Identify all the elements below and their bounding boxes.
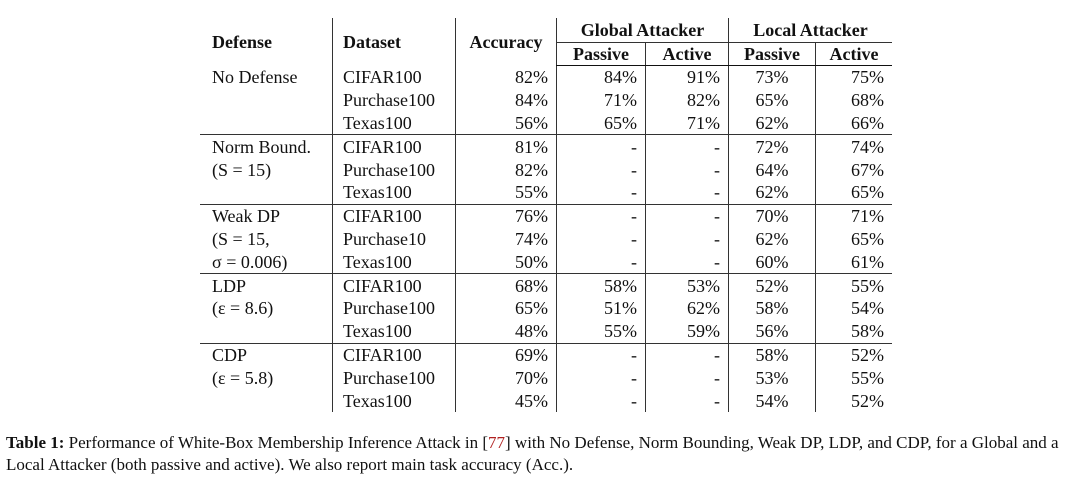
global-active-cell: 59%: [646, 320, 729, 343]
table-row: [200, 112, 892, 135]
global-passive-cell: -: [557, 204, 646, 227]
dataset-cell: Texas100: [333, 112, 456, 135]
accuracy-cell: 70%: [456, 366, 557, 389]
table-row: [200, 228, 892, 251]
local-passive-cell: 65%: [729, 89, 816, 112]
local-passive-cell: 70%: [729, 204, 816, 227]
dataset-cell: CIFAR100: [333, 135, 456, 158]
accuracy-cell: 74%: [456, 228, 557, 251]
table-row: [200, 297, 892, 320]
global-passive-cell: 55%: [557, 320, 646, 343]
accuracy-cell: 55%: [456, 181, 557, 204]
defense-cell: σ = 0.006): [212, 251, 288, 272]
global-passive-cell: 65%: [557, 112, 646, 135]
local-active-cell: 71%: [816, 204, 893, 227]
local-passive-cell: 52%: [729, 274, 816, 297]
global-passive-cell: 84%: [557, 66, 646, 89]
table-row: [200, 89, 892, 112]
dataset-cell: Purchase100: [333, 297, 456, 320]
defense-cell: (S = 15): [212, 159, 272, 180]
table-row: [200, 204, 892, 227]
accuracy-cell: 76%: [456, 204, 557, 227]
accuracy-cell: 82%: [456, 158, 557, 181]
local-passive-cell: 60%: [729, 250, 816, 273]
local-active-cell: 55%: [816, 274, 893, 297]
header-dataset: Dataset: [333, 18, 456, 66]
header-global-active: Active: [646, 43, 729, 66]
dataset-cell: Texas100: [333, 250, 456, 273]
local-passive-cell: 58%: [729, 297, 816, 320]
header-local-passive: Passive: [729, 43, 816, 66]
local-active-cell: 65%: [816, 228, 893, 251]
accuracy-cell: 45%: [456, 389, 557, 412]
defense-cell: (ε = 8.6): [212, 298, 274, 319]
caption-text-before: Performance of White-Box Membership Inference Attack in [: [68, 433, 489, 452]
accuracy-cell: 81%: [456, 135, 557, 158]
local-active-cell: 75%: [816, 66, 893, 89]
local-passive-cell: 58%: [729, 343, 816, 366]
global-passive-cell: -: [557, 366, 646, 389]
global-active-cell: -: [646, 366, 729, 389]
table-row: [200, 274, 892, 297]
table-body: [200, 66, 892, 412]
global-active-cell: -: [646, 204, 729, 227]
local-passive-cell: 56%: [729, 320, 816, 343]
header-local-active: Active: [816, 43, 893, 66]
caption-text-after: ] with No Defense, Norm Bounding, Weak DP, LDP, and CDP, for a Global and a Local Attacker (both passive and active). We also report main task accuracy (Acc.).: [6, 433, 1059, 474]
accuracy-cell: 68%: [456, 274, 557, 297]
header-accuracy: Accuracy: [456, 18, 557, 66]
global-passive-cell: 51%: [557, 297, 646, 320]
dataset-cell: CIFAR100: [333, 343, 456, 366]
global-passive-cell: 58%: [557, 274, 646, 297]
defense-cell: CDP: [200, 343, 333, 366]
global-passive-cell: -: [557, 389, 646, 412]
global-passive-cell: 71%: [557, 89, 646, 112]
local-active-cell: 58%: [816, 320, 893, 343]
local-active-cell: 55%: [816, 366, 893, 389]
dataset-cell: Purchase100: [333, 158, 456, 181]
results-table: [200, 18, 892, 412]
citation-link[interactable]: 77: [488, 433, 506, 452]
local-active-cell: 68%: [816, 89, 893, 112]
local-active-cell: 65%: [816, 181, 893, 204]
local-passive-cell: 73%: [729, 66, 816, 89]
defense-cell: [200, 181, 333, 204]
table-row: [200, 343, 892, 366]
table-row: [200, 135, 892, 158]
table-row: [200, 250, 892, 273]
local-passive-cell: 53%: [729, 366, 816, 389]
global-active-cell: -: [646, 228, 729, 251]
defense-cell: (ε = 5.8): [212, 367, 274, 388]
defense-cell: [200, 389, 333, 412]
header-global-passive: Passive: [557, 43, 646, 66]
global-passive-cell: -: [557, 228, 646, 251]
local-active-cell: 66%: [816, 112, 893, 135]
local-active-cell: 52%: [816, 343, 893, 366]
accuracy-cell: 69%: [456, 343, 557, 366]
global-active-cell: -: [646, 389, 729, 412]
local-active-cell: 61%: [816, 250, 893, 273]
local-passive-cell: 64%: [729, 158, 816, 181]
dataset-cell: Purchase10: [333, 228, 456, 251]
local-active-cell: 54%: [816, 297, 893, 320]
global-active-cell: 71%: [646, 112, 729, 135]
accuracy-cell: 50%: [456, 250, 557, 273]
defense-cell: No Defense: [212, 67, 298, 88]
local-passive-cell: 62%: [729, 181, 816, 204]
local-passive-cell: 62%: [729, 112, 816, 135]
table-row: [200, 66, 892, 89]
defense-cell: [200, 320, 333, 343]
global-active-cell: -: [646, 158, 729, 181]
local-active-cell: 67%: [816, 158, 893, 181]
caption-label: Table 1:: [6, 433, 65, 452]
global-active-cell: -: [646, 343, 729, 366]
accuracy-cell: 84%: [456, 89, 557, 112]
accuracy-cell: 82%: [456, 66, 557, 89]
global-active-cell: -: [646, 135, 729, 158]
table-caption: [6, 432, 1076, 475]
dataset-cell: Texas100: [333, 389, 456, 412]
global-active-cell: 91%: [646, 66, 729, 89]
local-passive-cell: 72%: [729, 135, 816, 158]
global-active-cell: 53%: [646, 274, 729, 297]
local-active-cell: 74%: [816, 135, 893, 158]
header-local-attacker: Local Attacker: [729, 18, 893, 43]
dataset-cell: CIFAR100: [333, 274, 456, 297]
defense-cell: [200, 112, 333, 135]
dataset-cell: Texas100: [333, 320, 456, 343]
table-row: [200, 320, 892, 343]
table-row: [200, 158, 892, 181]
local-passive-cell: 54%: [729, 389, 816, 412]
defense-cell: Weak DP: [200, 204, 333, 227]
dataset-cell: Purchase100: [333, 366, 456, 389]
table-row: [200, 366, 892, 389]
header-global-attacker: Global Attacker: [557, 18, 729, 43]
global-passive-cell: -: [557, 250, 646, 273]
accuracy-cell: 65%: [456, 297, 557, 320]
global-passive-cell: -: [557, 158, 646, 181]
dataset-cell: CIFAR100: [333, 204, 456, 227]
accuracy-cell: 56%: [456, 112, 557, 135]
global-passive-cell: -: [557, 343, 646, 366]
defense-cell: LDP: [200, 274, 333, 297]
global-active-cell: -: [646, 181, 729, 204]
header-defense: Defense: [212, 31, 272, 52]
dataset-cell: CIFAR100: [333, 66, 456, 89]
dataset-cell: Texas100: [333, 181, 456, 204]
global-active-cell: -: [646, 250, 729, 273]
dataset-cell: Purchase100: [333, 89, 456, 112]
local-active-cell: 52%: [816, 389, 893, 412]
accuracy-cell: 48%: [456, 320, 557, 343]
table-row: [200, 181, 892, 204]
global-active-cell: 62%: [646, 297, 729, 320]
global-passive-cell: -: [557, 181, 646, 204]
defense-cell: (S = 15,: [212, 228, 270, 249]
defense-cell: Norm Bound.: [200, 135, 333, 158]
table-row: [200, 389, 892, 412]
global-active-cell: 82%: [646, 89, 729, 112]
local-passive-cell: 62%: [729, 228, 816, 251]
global-passive-cell: -: [557, 135, 646, 158]
defense-cell: [200, 89, 333, 112]
